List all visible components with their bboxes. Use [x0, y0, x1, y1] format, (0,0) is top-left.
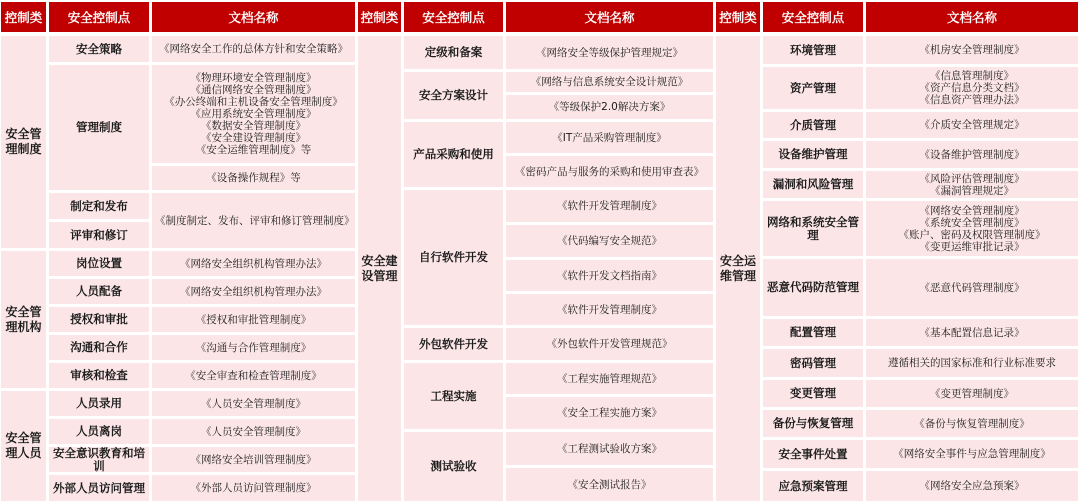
- point-asset: 资产管理: [763, 67, 863, 109]
- doc-line: 《代码编写安全规范》: [557, 235, 662, 247]
- doc-line: 《工程测试验收方案》: [557, 442, 662, 455]
- header-control-point: 安全控制点: [404, 2, 503, 32]
- doc-line: 《软件开发文档指南》: [557, 269, 662, 282]
- doc-cell: [152, 36, 355, 62]
- doc-line: 《办公终端和主机设备安全管理制度》: [164, 96, 343, 108]
- doc-cell: [866, 440, 1078, 468]
- doc-line: 《资产信息分类文档》: [919, 82, 1025, 94]
- doc-cell: [152, 447, 355, 472]
- point-review-revise: 评审和修订: [49, 222, 149, 248]
- doc-line: 《通信网络安全管理制度》: [190, 84, 317, 96]
- doc-cell: [506, 432, 713, 465]
- header-document-name: 文档名称: [152, 2, 355, 32]
- point-recruitment: 人员录用: [49, 391, 149, 416]
- doc-line: 《安全工程实施方案》: [557, 407, 662, 419]
- point-change: 变更管理: [763, 380, 863, 407]
- category-security-personnel: 安全管理人员: [1, 391, 46, 501]
- point-media: 介质管理: [763, 112, 863, 138]
- point-formulate-publish: 制定和发布: [49, 193, 149, 219]
- point-network-system-security: 网络和系统安全管理: [763, 201, 863, 256]
- doc-line: 《外部人员访问管理制度》: [190, 482, 317, 494]
- point-communication-cooperation: 沟通和合作: [49, 335, 149, 360]
- point-engineering-implementation: 工程实施: [404, 363, 503, 429]
- doc-line: 《安全运维管理制度》等: [195, 144, 312, 156]
- doc-cell: [152, 65, 355, 163]
- point-staffing: 人员配备: [49, 279, 149, 304]
- doc-line: 遵循相关的国家标准和行业标准要求: [888, 357, 1056, 369]
- doc-cell: [152, 251, 355, 276]
- doc-cell: [866, 112, 1078, 138]
- header-document-name: 文档名称: [866, 2, 1078, 32]
- doc-cell: [152, 475, 355, 501]
- doc-line: 《安全测试报告》: [567, 478, 652, 491]
- point-outsourced-software: 外包软件开发: [404, 328, 503, 360]
- category-security-operations: 安全运维管理: [716, 36, 760, 501]
- doc-cell: [506, 190, 713, 222]
- point-scheme-design: 安全方案设计: [404, 72, 503, 119]
- doc-line: 《设备操作规程》等: [206, 172, 301, 184]
- point-emergency-plan: 应急预案管理: [763, 471, 863, 501]
- header-category: 控制类: [1, 2, 46, 32]
- doc-line: 《信息资产管理办法》: [919, 94, 1025, 106]
- doc-cell: [866, 67, 1078, 109]
- doc-line: 《沟通与合作管理制度》: [195, 341, 312, 354]
- doc-cell: [506, 36, 713, 69]
- doc-cell: [506, 72, 713, 92]
- point-configuration: 配置管理: [763, 319, 863, 346]
- doc-cell: [866, 380, 1078, 407]
- doc-line: 《系统安全管理制度》: [919, 216, 1025, 229]
- doc-line: 《账户、密码及权限管理制度》: [898, 228, 1046, 241]
- doc-line: 《安全审查和检查管理制度》: [185, 369, 322, 382]
- point-authorization-approval: 授权和审批: [49, 307, 149, 332]
- doc-line: 《软件开发管理制度》: [557, 200, 662, 212]
- header-control-point: 安全控制点: [49, 2, 149, 32]
- doc-cell: [866, 410, 1078, 437]
- doc-cell: [152, 193, 355, 248]
- doc-cell: [866, 349, 1078, 377]
- doc-cell: [152, 419, 355, 444]
- doc-line: 《风险评估管理制度》: [919, 172, 1025, 185]
- doc-cell: [866, 141, 1078, 168]
- doc-line: 《介质安全管理规定》: [919, 119, 1025, 131]
- point-equipment-maintenance: 设备维护管理: [763, 141, 863, 168]
- doc-line: 《网络安全事件与应急管理制度》: [893, 448, 1051, 460]
- doc-line: 《网络安全工作的总体方针和安全策略》: [159, 43, 348, 55]
- doc-cell: [506, 397, 713, 429]
- point-backup-recovery: 备份与恢复管理: [763, 410, 863, 437]
- doc-line: 《密码产品与服务的采购和使用审查表》: [515, 165, 704, 178]
- doc-line: 《变更运维审批记录》: [919, 240, 1025, 253]
- category-security-construction: 安全建设管理: [358, 36, 401, 501]
- doc-cell: [506, 294, 713, 325]
- doc-cell: [866, 259, 1078, 316]
- doc-line: 《机房安全管理制度》: [919, 44, 1025, 56]
- doc-line: 《外包软件开发管理规范》: [546, 338, 673, 350]
- doc-line: 《漏洞管理规定》: [930, 184, 1014, 197]
- doc-cell: [506, 156, 713, 187]
- doc-cell: [866, 319, 1078, 346]
- doc-line: 《IT产品采购管理制度》: [552, 131, 667, 144]
- doc-line: 《备份与恢复管理制度》: [914, 417, 1030, 430]
- doc-cell: [866, 36, 1078, 64]
- category-security-policy-system: 安全管理制度: [1, 36, 46, 248]
- point-self-developed-software: 自行软件开发: [404, 190, 503, 325]
- doc-cell: [506, 468, 713, 501]
- point-management-system: 管理制度: [49, 65, 149, 190]
- doc-line: 《安全建设管理制度》: [201, 132, 306, 144]
- point-awareness-training: 安全意识教育和培训: [49, 447, 149, 472]
- header-category: 控制类: [716, 2, 760, 32]
- point-audit-inspection: 审核和检查: [49, 363, 149, 388]
- doc-line: 《网络安全组织机构管理办法》: [180, 285, 327, 298]
- doc-cell: [506, 225, 713, 257]
- doc-line: 《网络安全管理制度》: [919, 204, 1025, 217]
- doc-line: 《授权和审批管理制度》: [195, 313, 312, 326]
- point-cryptography: 密码管理: [763, 349, 863, 377]
- doc-cell: [152, 363, 355, 388]
- doc-line: 《变更管理制度》: [930, 387, 1014, 400]
- point-grading-filing: 定级和备案: [404, 36, 503, 69]
- doc-cell: [866, 201, 1078, 256]
- doc-line: 《人员安全管理制度》: [201, 425, 306, 438]
- doc-line: 《网络安全应急预案》: [919, 480, 1025, 492]
- doc-cell: [152, 307, 355, 332]
- point-external-visitor: 外部人员访问管理: [49, 475, 149, 501]
- doc-line: 《等级保护2.0解决方案》: [548, 101, 671, 113]
- category-security-organization: 安全管理机构: [1, 251, 46, 388]
- doc-line: 《网络安全组织机构管理办法》: [180, 257, 327, 270]
- doc-cell: [506, 122, 713, 153]
- header-category: 控制类: [358, 2, 401, 32]
- doc-line: 《人员安全管理制度》: [201, 397, 306, 410]
- point-environment: 环境管理: [763, 36, 863, 64]
- header-control-point: 安全控制点: [763, 2, 863, 32]
- doc-line: 《网络安全等级保护管理规定》: [536, 46, 683, 59]
- point-vulnerability-risk: 漏洞和风险管理: [763, 171, 863, 198]
- doc-cell: [866, 171, 1078, 198]
- doc-line: 《工程实施管理规范》: [557, 372, 662, 385]
- doc-cell: [152, 335, 355, 360]
- doc-cell: [152, 166, 355, 190]
- doc-cell: [152, 391, 355, 416]
- doc-cell: [506, 95, 713, 119]
- point-test-acceptance: 测试验收: [404, 432, 503, 501]
- header-document-name: 文档名称: [506, 2, 713, 32]
- doc-cell: [506, 260, 713, 291]
- doc-line: 《基本配置信息记录》: [919, 326, 1025, 339]
- doc-line: 《应用系统安全管理制度》: [190, 108, 317, 120]
- point-malware-prevention: 恶意代码防范管理: [763, 259, 863, 316]
- point-departure: 人员离岗: [49, 419, 149, 444]
- point-security-strategy: 安全策略: [49, 36, 149, 62]
- doc-line: 《数据安全管理制度》: [201, 120, 306, 132]
- doc-line: 《网络与信息系统安全设计规范》: [530, 76, 689, 88]
- doc-line: 《物理环境安全管理制度》: [190, 72, 317, 84]
- point-incident-handling: 安全事件处置: [763, 440, 863, 468]
- point-post-setting: 岗位设置: [49, 251, 149, 276]
- doc-cell: [506, 363, 713, 394]
- doc-cell: [866, 471, 1078, 501]
- point-product-procurement: 产品采购和使用: [404, 122, 503, 187]
- doc-line: 《设备维护管理制度》: [919, 148, 1025, 161]
- doc-cell: [152, 279, 355, 304]
- doc-line: 《制度制定、发布、评审和修订管理制度》: [155, 214, 355, 227]
- doc-line: 《信息管理制度》: [930, 70, 1014, 82]
- doc-cell: [506, 328, 713, 360]
- doc-line: 《软件开发管理制度》: [557, 303, 662, 316]
- doc-line: 《恶意代码管理制度》: [919, 281, 1025, 294]
- doc-line: 《网络安全培训管理制度》: [190, 453, 317, 466]
